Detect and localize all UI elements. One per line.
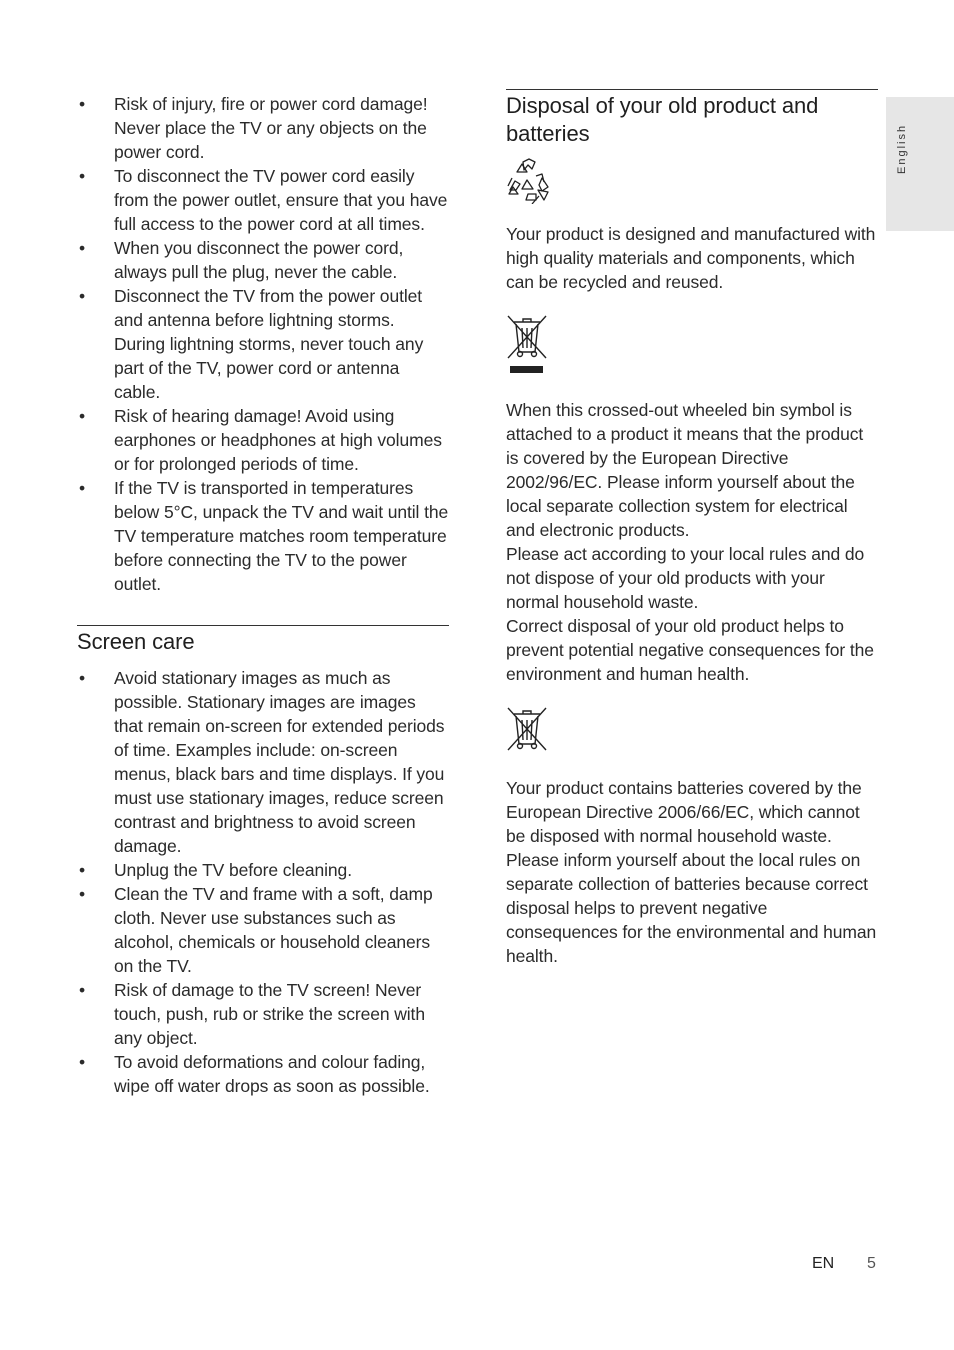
page-number: 5 (867, 1255, 876, 1272)
screen-care-list (77, 666, 449, 1098)
recycle-text: Your product is designed and manufactured with high quality materials and components, which can be recycled and reused. (506, 224, 876, 292)
list-item: • Unplug the TV before cleaning. (77, 858, 449, 882)
safety-list (77, 92, 449, 596)
list-item: • To disconnect the TV power cord easily from the power outlet, ensure that you have full access to the power cord at all times. (77, 164, 449, 236)
language-tab (886, 97, 954, 231)
section-heading: Screen care (77, 629, 195, 654)
left-column (77, 92, 449, 1098)
language-tab-label: English (896, 123, 908, 174)
list-item: • Risk of hearing damage! Avoid using earphones or headphones at high volumes or for prolonged periods of time. (77, 404, 449, 476)
list-item: • When you disconnect the power cord, always pull the plug, never the cable. (77, 236, 449, 284)
list-item: • Disconnect the TV from the power outlet and antenna before lightning storms. During lightning storms, never touch any part of the TV, power cord or antenna cable. (77, 284, 449, 404)
footer-language: EN (812, 1255, 835, 1272)
list-item: • Risk of injury, fire or power cord damage! Never place the TV or any objects on the power cord. (77, 92, 449, 164)
list-item: • To avoid deformations and colour fading, wipe off water drops as soon as possible. (77, 1050, 449, 1098)
recycle-icon (506, 156, 552, 204)
screen-care-section (77, 625, 449, 1098)
battery-paragraph: Your product contains batteries covered by the European Directive 2006/66/EC, which cannot be disposed with normal household waste. (506, 778, 862, 846)
list-item: • If the TV is transported in temperatures below 5°C, unpack the TV and wait until the TV temperature matches room temperature before connecting the TV to the power outlet. (77, 476, 449, 596)
battery-paragraph: Please inform yourself about the local rules on separate collection of batteries because correct disposal helps to prevent negative consequences for the environmental and human health. (506, 850, 877, 966)
crossed-out-wheeled-bin-icon (506, 314, 548, 376)
battery-bin-icon (506, 706, 548, 752)
list-item: • Risk of damage to the TV screen! Never touch, push, rub or strike the screen with any object. (77, 978, 449, 1050)
weee-paragraph: Please act according to your local rules and do not dispose of your old products with your normal household waste. (506, 544, 865, 612)
section-heading: Disposal of your old product and batteries (506, 93, 819, 146)
weee-paragraph: When this crossed-out wheeled bin symbol is attached to a product it means that the product is covered by the European Directive 2002/96/EC. Please inform yourself about the local separate collection system for electrical and electronic products. (506, 400, 864, 540)
list-item: • Clean the TV and frame with a soft, damp cloth. Never use substances such as alcohol, chemicals or household cleaners on the TV. (77, 882, 449, 978)
right-column (506, 89, 878, 968)
weee-paragraph: Correct disposal of your old product helps to prevent potential negative consequences for the environment and human health. (506, 616, 874, 684)
list-item: • Avoid stationary images as much as possible. Stationary images are images that remain on-screen for extended periods of time. Examples include: on-screen menus, black bars and time displays. If you must use stationary images, reduce screen contrast and brightness to avoid screen damage. (77, 666, 449, 858)
